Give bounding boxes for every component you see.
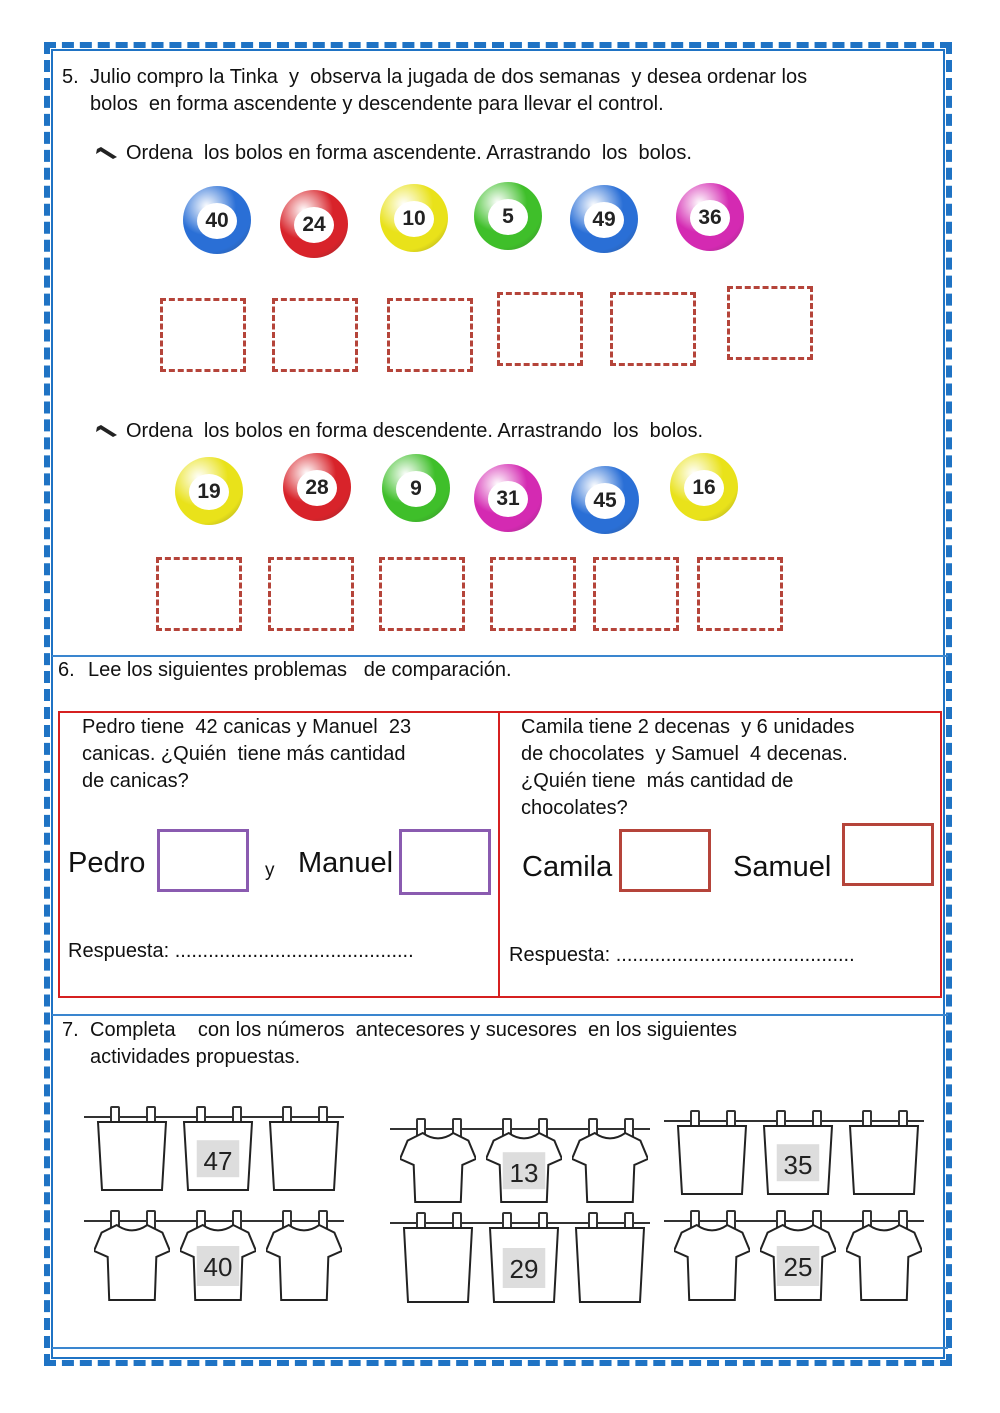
- asc-instruction: Ordena los bolos en forma ascendente. Arrastrando los bolos.: [126, 142, 692, 164]
- camila-label: Camila: [522, 851, 613, 883]
- manuel-answer-box[interactable]: [399, 829, 491, 895]
- lottery-ball[interactable]: [571, 466, 639, 534]
- clothes-number: 40: [203, 1252, 233, 1283]
- pedro-label: Pedro: [68, 847, 146, 879]
- pedro-answer-box[interactable]: [157, 829, 249, 892]
- tshirt: [180, 1222, 256, 1302]
- ball-number: 9: [396, 471, 436, 507]
- clothes-number: 47: [203, 1146, 233, 1177]
- drop-box[interactable]: [593, 557, 679, 631]
- lottery-ball[interactable]: [676, 183, 744, 251]
- ball-number: 10: [394, 201, 434, 237]
- lottery-ball[interactable]: [380, 184, 448, 252]
- left-answer[interactable]: Respuesta: ...........................................: [68, 940, 414, 962]
- ball-number: 49: [584, 202, 624, 238]
- lottery-ball[interactable]: [474, 464, 542, 532]
- drop-box[interactable]: [387, 298, 473, 372]
- ball-number: 16: [684, 470, 724, 506]
- samuel-answer-box[interactable]: [842, 823, 934, 886]
- lottery-ball[interactable]: [280, 190, 348, 258]
- q7-text-line2: actividades propuestas.: [90, 1046, 301, 1068]
- problems-divider: [498, 711, 500, 998]
- lottery-ball[interactable]: [283, 453, 351, 521]
- divider: [52, 1014, 948, 1016]
- lottery-ball[interactable]: [382, 454, 450, 522]
- clothes-number: 25: [783, 1252, 813, 1283]
- drop-box[interactable]: [727, 286, 813, 360]
- tshirt[interactable]: [572, 1130, 648, 1204]
- drop-box[interactable]: [490, 557, 576, 631]
- drop-box[interactable]: [156, 557, 242, 631]
- drop-box[interactable]: [272, 298, 358, 372]
- towel[interactable]: [846, 1122, 922, 1196]
- q5-text-line2: bolos en forma ascendente y descendente para llevar el control.: [90, 93, 664, 115]
- drop-box[interactable]: [497, 292, 583, 366]
- ball-number: 28: [297, 470, 337, 506]
- drop-box[interactable]: [268, 557, 354, 631]
- samuel-label: Samuel: [733, 851, 832, 883]
- q6-title: Lee los siguientes problemas de comparación.: [88, 659, 512, 681]
- tshirt: [760, 1222, 836, 1302]
- ball-number: 36: [690, 200, 730, 236]
- drop-box[interactable]: [379, 557, 465, 631]
- ball-number: 40: [197, 203, 237, 239]
- tshirt[interactable]: [400, 1130, 476, 1204]
- pencil-icon: [95, 424, 119, 440]
- divider: [52, 1347, 948, 1349]
- ball-number: 19: [189, 474, 229, 510]
- ball-number: 5: [488, 199, 528, 235]
- lottery-ball[interactable]: [175, 457, 243, 525]
- lottery-ball[interactable]: [670, 453, 738, 521]
- towel[interactable]: [94, 1118, 170, 1192]
- ball-number: 31: [488, 481, 528, 517]
- drop-box[interactable]: [160, 298, 246, 372]
- towel[interactable]: [400, 1224, 476, 1304]
- pencil-icon: [95, 146, 119, 162]
- q5-text-line1: Julio compro la Tinka y observa la jugada de dos semanas y desea ordenar los: [90, 66, 808, 88]
- tshirt[interactable]: [94, 1222, 170, 1302]
- drop-box[interactable]: [610, 292, 696, 366]
- tshirt[interactable]: [846, 1222, 922, 1302]
- towel: [486, 1224, 562, 1304]
- left-problem-text: Pedro tiene 42 canicas y Manuel 23 canicas. ¿Quién tiene más cantidad de canicas?: [82, 716, 412, 792]
- tshirt[interactable]: [266, 1222, 342, 1302]
- q5-number: 5.: [62, 66, 79, 88]
- manuel-label: Manuel: [298, 847, 394, 879]
- clothes-number: 29: [509, 1254, 539, 1285]
- tshirt: [486, 1130, 562, 1204]
- ball-number: 24: [294, 207, 334, 243]
- desc-instruction: Ordena los bolos en forma descendente. Arrastrando los bolos.: [126, 420, 704, 442]
- q7-number: 7.: [62, 1019, 79, 1041]
- clothes-number: 13: [509, 1158, 539, 1189]
- lottery-ball[interactable]: [474, 182, 542, 250]
- connector-y: y: [265, 860, 275, 881]
- clothes-number: 35: [783, 1150, 813, 1181]
- right-problem-text: Camila tiene 2 decenas y 6 unidades de chocolates y Samuel 4 decenas. ¿Quién tiene más cantidad de chocolates?: [521, 716, 855, 819]
- q7-text-line1: Completa con los números antecesores y sucesores en los siguientes: [90, 1019, 737, 1041]
- towel[interactable]: [572, 1224, 648, 1304]
- lottery-ball[interactable]: [570, 185, 638, 253]
- lottery-ball[interactable]: [183, 186, 251, 254]
- towel: [180, 1118, 256, 1192]
- ball-number: 45: [585, 483, 625, 519]
- drop-box[interactable]: [697, 557, 783, 631]
- towel[interactable]: [674, 1122, 750, 1196]
- q6-number: 6.: [58, 659, 75, 681]
- right-answer[interactable]: Respuesta: ...........................................: [509, 944, 855, 966]
- camila-answer-box[interactable]: [619, 829, 711, 892]
- towel[interactable]: [266, 1118, 342, 1192]
- towel: [760, 1122, 836, 1196]
- tshirt[interactable]: [674, 1222, 750, 1302]
